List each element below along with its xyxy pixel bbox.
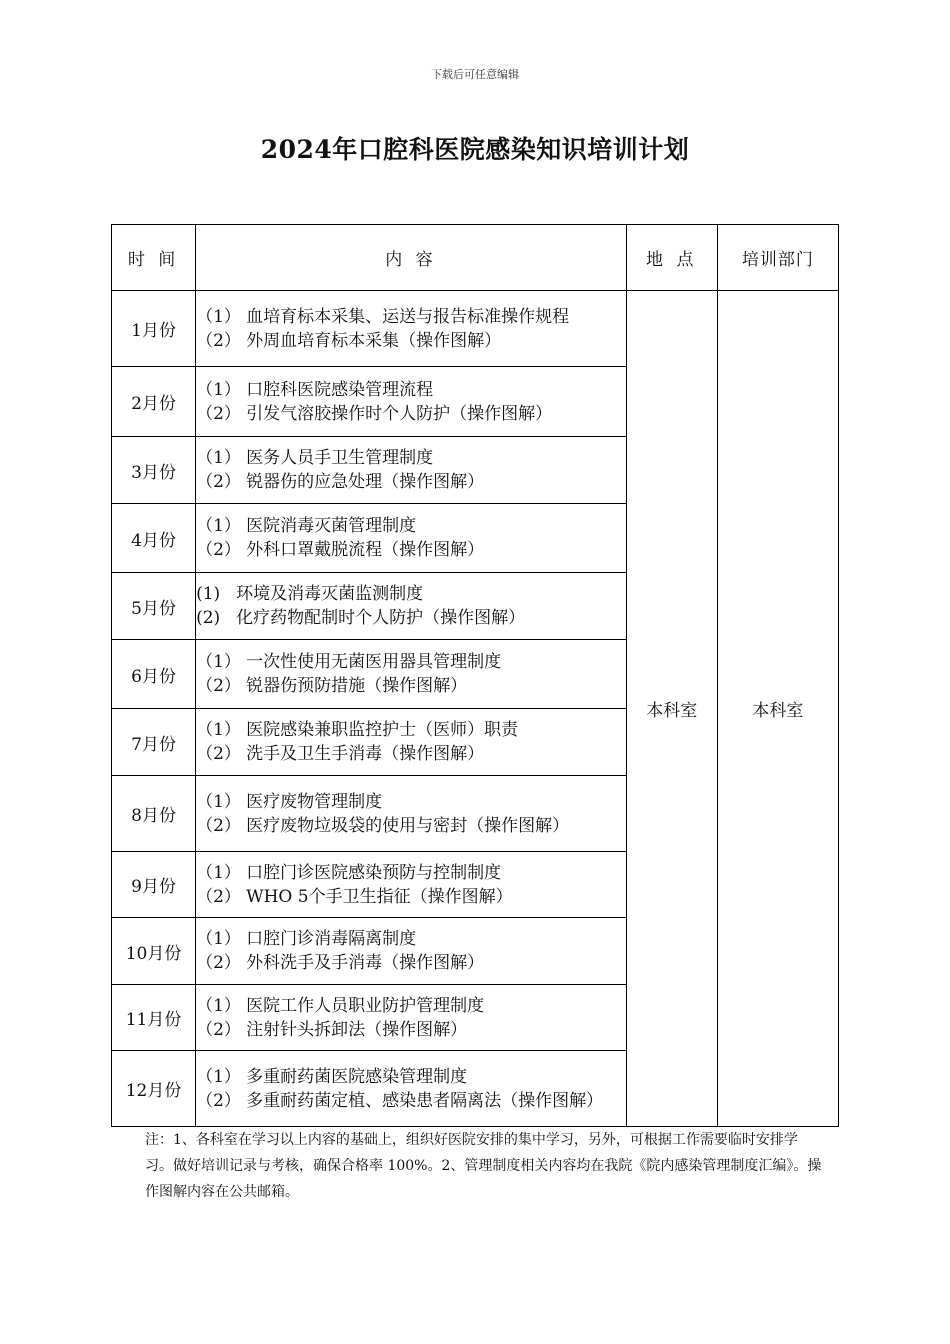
item-text: 注射针头拆卸法（操作图解） <box>246 1019 468 1040</box>
content-item <box>196 790 626 814</box>
item-text: 血培育标本采集、运送与报告标准操作规程 <box>246 306 570 327</box>
item-number: （2） <box>196 815 241 836</box>
item-number: （1） <box>196 720 241 740</box>
content-item <box>196 305 626 329</box>
item-number: （2） <box>196 953 241 973</box>
content-item <box>196 402 626 426</box>
header-place: 地 点 <box>626 225 717 291</box>
item-number: （1） <box>196 862 241 883</box>
content-item <box>196 329 626 353</box>
content-cell <box>196 437 627 504</box>
content-item <box>196 378 626 402</box>
item-number: （2） <box>196 403 241 424</box>
document-title: 2024年口腔科医院感染知识培训计划 <box>260 135 690 164</box>
content-item <box>196 718 626 742</box>
content-item <box>196 814 626 838</box>
content-item <box>196 861 626 885</box>
content-cell <box>196 504 627 573</box>
content-item <box>196 742 626 766</box>
content-item <box>196 650 626 674</box>
item-number: （2） <box>196 1019 241 1040</box>
item-text: 锐器伤预防措施（操作图解） <box>246 676 468 696</box>
month-cell: 1月份 <box>112 291 196 367</box>
item-number: （1） <box>196 448 241 468</box>
item-text: 锐器伤的应急处理（操作图解） <box>246 472 485 492</box>
content-item <box>196 582 626 606</box>
month-cell: 12月份 <box>112 1051 196 1127</box>
month-cell: 2月份 <box>112 367 196 437</box>
month-cell: 5月份 <box>112 573 196 640</box>
header-content: 内 容 <box>196 225 627 291</box>
item-number: （2） <box>196 1090 241 1111</box>
content-cell <box>196 291 627 367</box>
month-cell: 11月份 <box>112 985 196 1051</box>
item-text: 多重耐药菌定植、感染患者隔离法（操作图解） <box>246 1090 604 1111</box>
item-text: 引发气溶胶操作时个人防护（操作图解） <box>246 403 553 424</box>
item-text: 医院消毒灭菌管理制度 <box>246 516 417 536</box>
header-time: 时 间 <box>112 225 196 291</box>
header-dept: 培训部门 <box>717 225 838 291</box>
content-item <box>196 514 626 538</box>
footnote: 注：1、各科室在学习以上内容的基础上，组织好医院安排的集中学习，另外，可根据工作需要临时安排学习。做好培训记录与考核，确保合格率 100%。2、管理制度相关内容均在我院《院内感染管理制度汇编》。操作图解内容在公共邮箱。 <box>145 1132 822 1200</box>
item-number: （1） <box>196 995 241 1016</box>
item-text: 环境及消毒灭菌监测制度 <box>236 584 424 604</box>
item-text: 医院感染兼职监控护士（医师）职责 <box>246 720 519 740</box>
item-number: （1） <box>196 516 241 536</box>
table-row <box>112 291 839 367</box>
item-text: 口腔门诊消毒隔离制度 <box>246 929 417 949</box>
item-number: （1） <box>196 791 241 812</box>
content-cell <box>196 985 627 1051</box>
item-number: （2） <box>196 540 241 560</box>
content-cell <box>196 918 627 985</box>
content-cell <box>196 852 627 918</box>
content-item <box>196 606 626 630</box>
table-body <box>112 291 839 1127</box>
content-cell <box>196 573 627 640</box>
item-number: （1） <box>196 379 241 400</box>
content-item <box>196 446 626 470</box>
content-item <box>196 1018 626 1042</box>
item-text: 外科口罩戴脱流程（操作图解） <box>246 540 485 560</box>
content-item <box>196 951 626 975</box>
item-number: （2） <box>196 472 241 492</box>
content-cell <box>196 367 627 437</box>
item-text: 外周血培育标本采集（操作图解） <box>246 330 502 351</box>
item-number: （1） <box>196 306 241 327</box>
item-text: 一次性使用无菌医用器具管理制度 <box>246 652 502 672</box>
item-text: 多重耐药菌医院感染管理制度 <box>246 1066 468 1087</box>
month-cell: 6月份 <box>112 640 196 709</box>
item-number: （2） <box>196 676 241 696</box>
content-cell <box>196 640 627 709</box>
dept-cell: 本科室 <box>717 291 838 1127</box>
content-item <box>196 885 626 909</box>
item-number: (1) <box>196 584 221 604</box>
table-header-row <box>112 225 839 291</box>
month-cell: 8月份 <box>112 776 196 852</box>
item-text: 化疗药物配制时个人防护（操作图解） <box>236 608 526 628</box>
item-number: （1） <box>196 929 241 949</box>
content-cell <box>196 776 627 852</box>
item-text: 口腔科医院感染管理流程 <box>246 379 434 400</box>
content-item <box>196 994 626 1018</box>
item-text: WHO 5个手卫生指征（操作图解） <box>246 886 513 907</box>
item-number: （2） <box>196 886 241 907</box>
content-item <box>196 1089 626 1113</box>
header-note: 下载后可任意编辑 <box>431 68 519 81</box>
content-item <box>196 927 626 951</box>
content-item <box>196 538 626 562</box>
content-item <box>196 470 626 494</box>
content-item <box>196 1065 626 1089</box>
item-text: 口腔门诊医院感染预防与控制制度 <box>246 862 502 883</box>
item-number: （2） <box>196 744 241 764</box>
item-text: 医院工作人员职业防护管理制度 <box>246 995 485 1016</box>
item-number: （2） <box>196 330 241 351</box>
month-cell: 4月份 <box>112 504 196 573</box>
item-number: (2) <box>196 608 221 628</box>
item-text: 医务人员手卫生管理制度 <box>246 448 434 468</box>
month-cell: 7月份 <box>112 709 196 776</box>
item-number: （1） <box>196 1066 241 1087</box>
item-number: （1） <box>196 652 241 672</box>
month-cell: 10月份 <box>112 918 196 985</box>
item-text: 外科洗手及手消毒（操作图解） <box>246 953 485 973</box>
month-cell: 9月份 <box>112 852 196 918</box>
item-text: 医疗废物垃圾袋的使用与密封（操作图解） <box>246 815 570 836</box>
content-cell <box>196 709 627 776</box>
training-plan-table <box>111 224 839 1127</box>
month-cell: 3月份 <box>112 437 196 504</box>
content-item <box>196 674 626 698</box>
place-cell: 本科室 <box>626 291 717 1127</box>
item-text: 洗手及卫生手消毒（操作图解） <box>246 744 485 764</box>
item-text: 医疗废物管理制度 <box>246 791 383 812</box>
content-cell <box>196 1051 627 1127</box>
